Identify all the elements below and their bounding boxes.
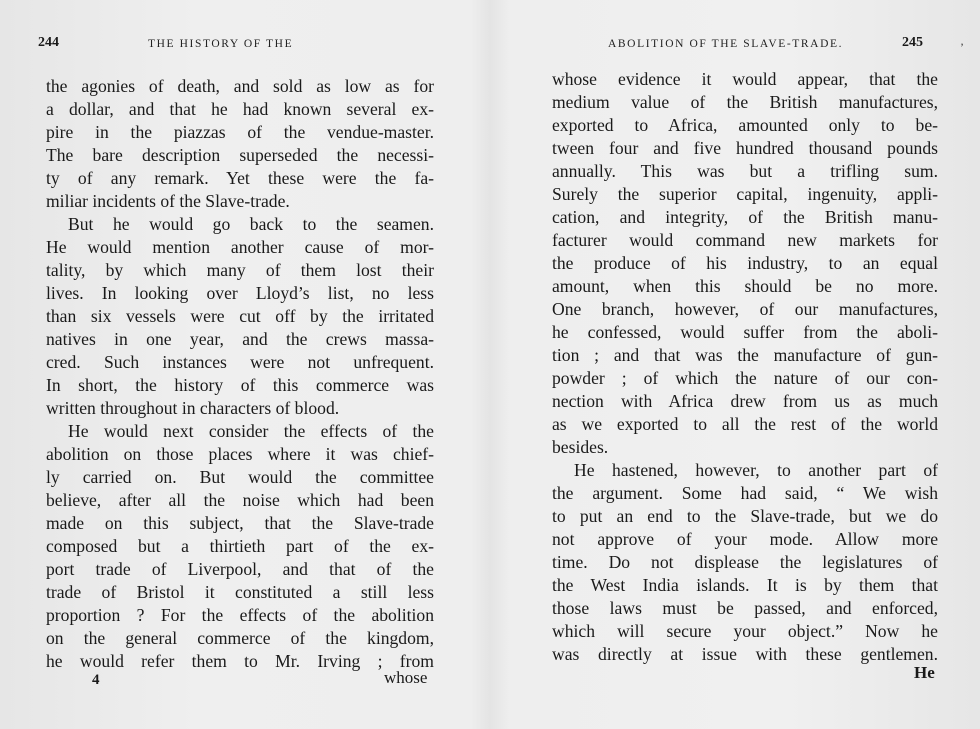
text-line: medium value of the British manufactures,	[552, 92, 938, 112]
text-line: believe, after all the noise which had been	[46, 490, 434, 510]
text-line: abolition on those places where it was chief-	[46, 444, 434, 464]
text-line: annually. This was but a trifling sum.	[552, 161, 938, 181]
text-line: Surely the superior capital, ingenuity, appli-	[552, 184, 938, 204]
page-number: 245	[902, 35, 923, 50]
text-line: those laws must be passed, and enforced,	[552, 598, 938, 618]
text-line: tion ; and that was the manufacture of gun-	[552, 345, 938, 365]
text-line: as we exported to all the rest of the world	[552, 414, 938, 434]
text-line: the argument. Some had said, “ We wish	[552, 483, 938, 503]
text-line: He would mention another cause of mor-	[46, 237, 434, 257]
text-line: powder ; of which the nature of our con-	[552, 368, 938, 388]
text-line: port trade of Liverpool, and that of the	[46, 559, 434, 579]
text-line: cred. Such instances were not unfrequent.	[46, 352, 434, 372]
catchword: whose	[384, 668, 428, 687]
page-number: 244	[38, 35, 59, 50]
running-head: THE HISTORY OF THE	[148, 38, 294, 50]
text-line: One branch, however, of our manufactures,	[552, 299, 938, 319]
right-page	[490, 0, 980, 729]
text-line: to put an end to the Slave-trade, but we do	[552, 506, 938, 526]
text-line: the produce of his industry, to an equal	[552, 253, 938, 273]
text-line: a dollar, and that he had known several ex-	[46, 99, 434, 119]
text-line: pire in the piazzas of the vendue-master.	[46, 122, 434, 142]
text-line: ly carried on. But would the committee	[46, 467, 434, 487]
text-line: time. Do not displease the legislatures of	[552, 552, 938, 572]
text-line: than six vessels were cut off by the irritated	[46, 306, 434, 326]
text-line: which will secure your object.” Now he	[552, 621, 938, 641]
text-line: cation, and integrity, of the British manu-	[552, 207, 938, 227]
text-line: ty of any remark. Yet these were the fa-	[46, 168, 434, 188]
text-line: made on this subject, that the Slave-trade	[46, 513, 434, 533]
text-line: facturer would command new markets for	[552, 230, 938, 250]
text-line: the agonies of death, and sold as low as for	[46, 76, 434, 96]
text-line: he confessed, would suffer from the aboli-	[552, 322, 938, 342]
signature-mark: 4	[92, 672, 100, 688]
text-line: natives in one year, and the crews massa-	[46, 329, 434, 349]
text-line: tween four and five hundred thousand pounds	[552, 138, 938, 158]
text-line: proportion ? For the effects of the abolition	[46, 605, 434, 625]
text-line: was directly at issue with these gentlemen.	[552, 644, 938, 664]
catchword: He	[914, 663, 935, 682]
text-line: He would next consider the effects of the	[68, 421, 434, 441]
running-head: ABOLITION OF THE SLAVE-TRADE.	[608, 38, 844, 50]
text-line: composed but a thirtieth part of the ex-	[46, 536, 434, 556]
text-line: written throughout in characters of blood.	[46, 398, 340, 418]
text-line: trade of Bristol it constituted a still less	[46, 582, 434, 602]
text-line: The bare description superseded the necessi-	[46, 145, 434, 165]
text-line: whose evidence it would appear, that the	[552, 69, 938, 89]
text-line: But he would go back to the seamen.	[68, 214, 434, 234]
text-line: In short, the history of this commerce was	[46, 375, 434, 395]
edge-mark: ’	[960, 40, 964, 54]
text-line: the West India islands. It is by them that	[552, 575, 938, 595]
text-line: lives. In looking over Lloyd’s list, no less	[46, 283, 434, 303]
text-line: besides.	[552, 437, 609, 457]
body-text	[46, 75, 434, 673]
text-line: miliar incidents of the Slave-trade.	[46, 191, 290, 211]
body-text	[552, 68, 938, 666]
text-line: not approve of your mode. Allow more	[552, 529, 938, 549]
text-line: tality, by which many of them lost their	[46, 260, 434, 280]
text-line: he would refer them to Mr. Irving ; from	[46, 651, 434, 671]
text-line: He hastened, however, to another part of	[574, 460, 938, 480]
text-line: on the general commerce of the kingdom,	[46, 628, 434, 648]
text-line: amount, when this should be no more.	[552, 276, 938, 296]
text-line: exported to Africa, amounted only to be-	[552, 115, 938, 135]
text-line: nection with Africa drew from us as much	[552, 391, 938, 411]
